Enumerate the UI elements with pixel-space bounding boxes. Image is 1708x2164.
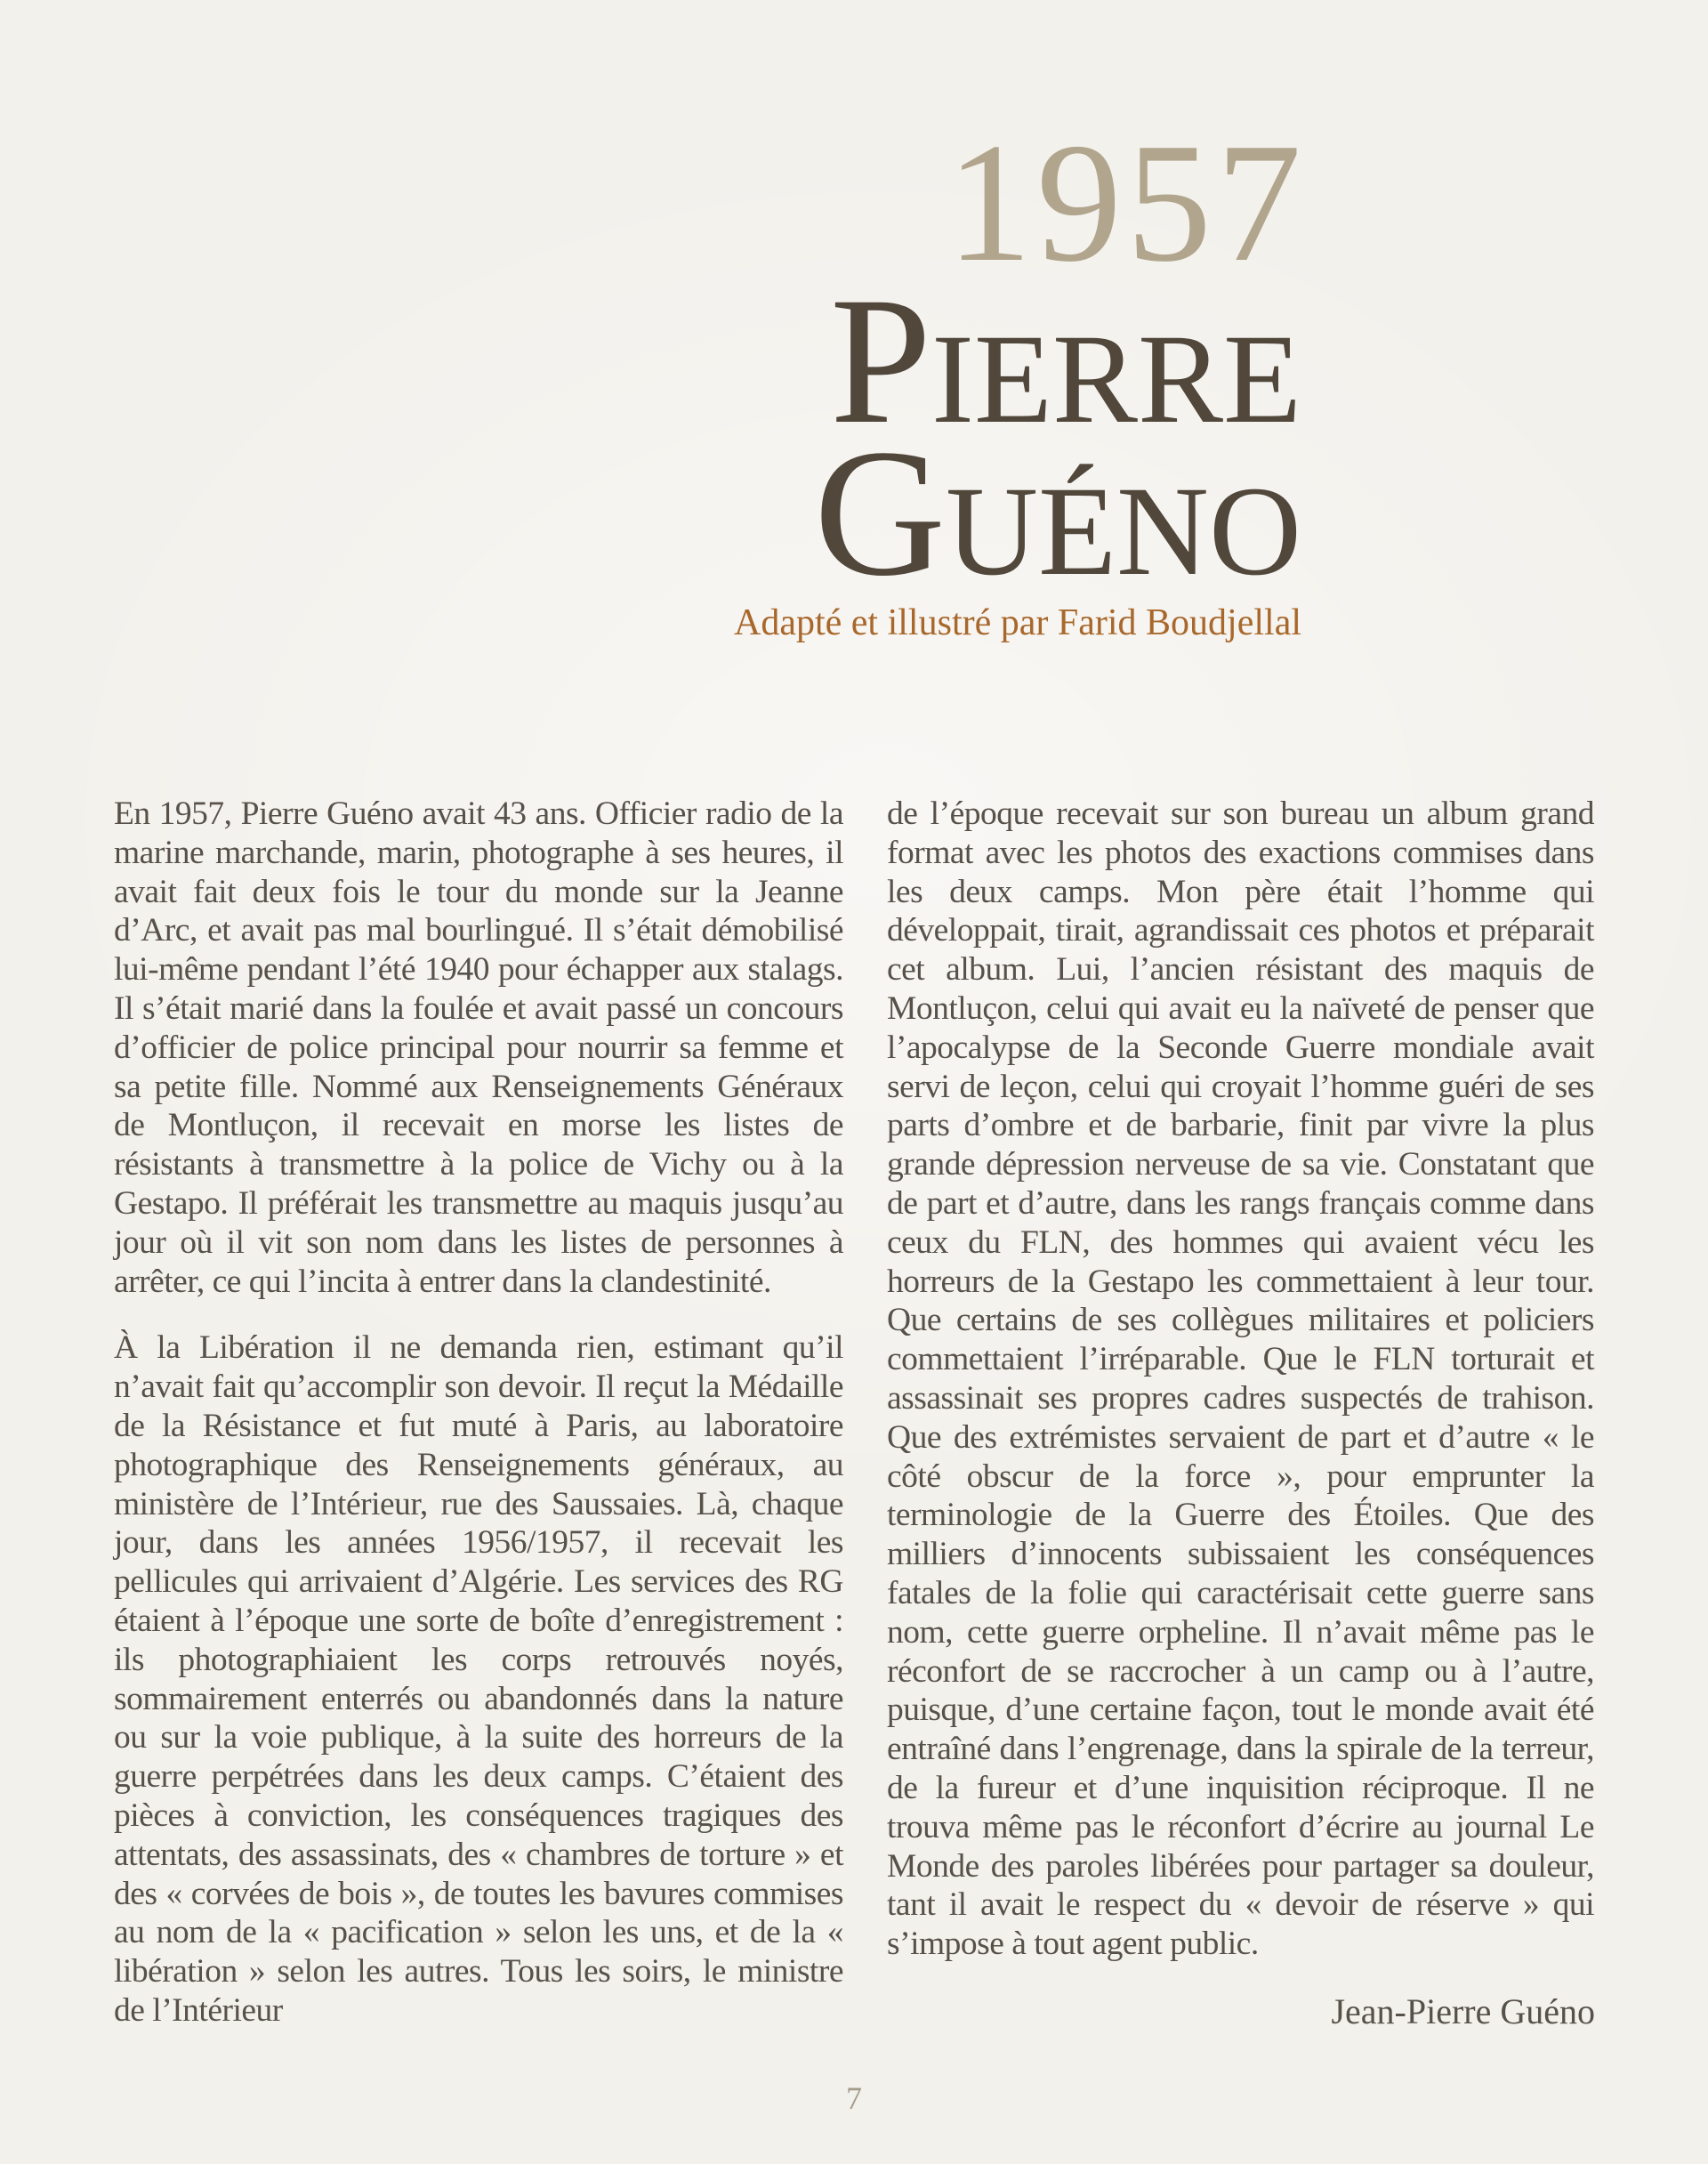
text-column-right	[887, 795, 1594, 1964]
author-last-name: Guéno	[814, 412, 1301, 614]
paragraph: À la Libération il ne demanda rien, estimant qu’il n’avait fait qu’accomplir son devoir. Il reçut la Médaille de la Résistance et fut muté à Paris, au laboratoire photographique des Renseignements généraux, au ministère de l’Intérieur, rue des Saussaies. Là, chaque jour, dans les années 1956/1957, il recevait les pellicules qui arrivaient d’Algérie. Les services des RG étaient à l’époque une sorte de boîte d’enregistrement : ils photographiaient les corps retrouvés noyés, sommairement enterrés ou abandonnés dans la nature ou sur la voie publique, à la suite des horreurs de la guerre perpétrées dans les deux camps. C’étaient des pièces à conviction, les conséquences tragiques des attentats, des assassinats, des « chambres de torture » et des « corvées de bois », de toutes les bavures commises au nom de la « pacification » selon les uns, et de la « libération » selon les autres. Tous les soirs, le ministre de l’Intérieur	[114, 1329, 843, 2029]
paragraph: de l’époque recevait sur son bureau un album grand format avec les photos des exactions commises dans les deux camps. Mon père était l’homme qui développait, tirait, agrandissait ces photos et préparait cet album. Lui, l’ancien résistant des maquis de Montluçon, celui qui avait eu la naïveté de penser que l’apocalypse de la Seconde Guerre mondiale avait servi de leçon, celui qui croyait l’homme guéri de ses parts d’ombre et de barbarie, finit par vivre la plus grande dépression nerveuse de sa vie. Constatant que de part et d’autre, dans les rangs français comme dans ceux du FLN, des hommes qui avaient vécu les horreurs de la Gestapo les commettaient à leur tour. Que certains de ses collègues militaires et policiers commettaient l’irréparable. Que le FLN torturait et assassinait ses propres cadres suspectés de trahison. Que des extrémistes servaient de part et d’autre « le côté obscur de la force », pour emprunter la terminologie de la Guerre des Étoiles. Que des milliers d’innocents subissaient les conséquences fatales de la folie qui caractérisait cette guerre sans nom, cette guerre orpheline. Il n’avait même pas le réconfort de se raccrocher à un camp ou à l’autre, puisque, d’une certaine façon, tout le monde avait été entraîné dans l’engrenage, dans la spirale de la terreur, de la fureur et d’une inquisition réciproque. Il ne trouva même pas le réconfort d’écrire au journal Le Monde des paroles libérées pour partager sa douleur, tant il avait le respect du « devoir de réserve » qui s’impose à tout agent public.	[887, 795, 1594, 1963]
author-first-name: Pierre	[830, 260, 1301, 462]
text-column-left	[114, 795, 843, 2031]
adaptation-credit: Adapté et illustré par Farid Boudjellal	[734, 602, 1301, 643]
author-signature: Jean-Pierre Guéno	[1331, 1991, 1595, 2031]
chapter-year: 1957	[947, 108, 1306, 297]
chapter-title-block	[734, 108, 1306, 650]
paragraph: En 1957, Pierre Guéno avait 43 ans. Officier radio de la marine marchande, marin, photographe à ses heures, il avait fait deux fois le tour du monde sur la Jeanne d’Arc, et avait pas mal bourlingué. Il s’était démobilisé lui-même pendant l’été 1940 pour échapper aux stalags. Il s’était marié dans la foulée et avait passé un concours d’officier de police principal pour nourrir sa femme et sa petite fille. Nommé aux Renseignements Généraux de Montluçon, il recevait en morse les listes de résistants à transmettre à la police de Vichy ou à la Gestapo. Il préférait les transmettre au maquis jusqu’au jour où il vit son nom dans les listes de personnes à arrêter, ce qui l’incita à entrer dans la clandestinité.	[114, 795, 843, 1300]
page-number: 7	[846, 2080, 862, 2116]
